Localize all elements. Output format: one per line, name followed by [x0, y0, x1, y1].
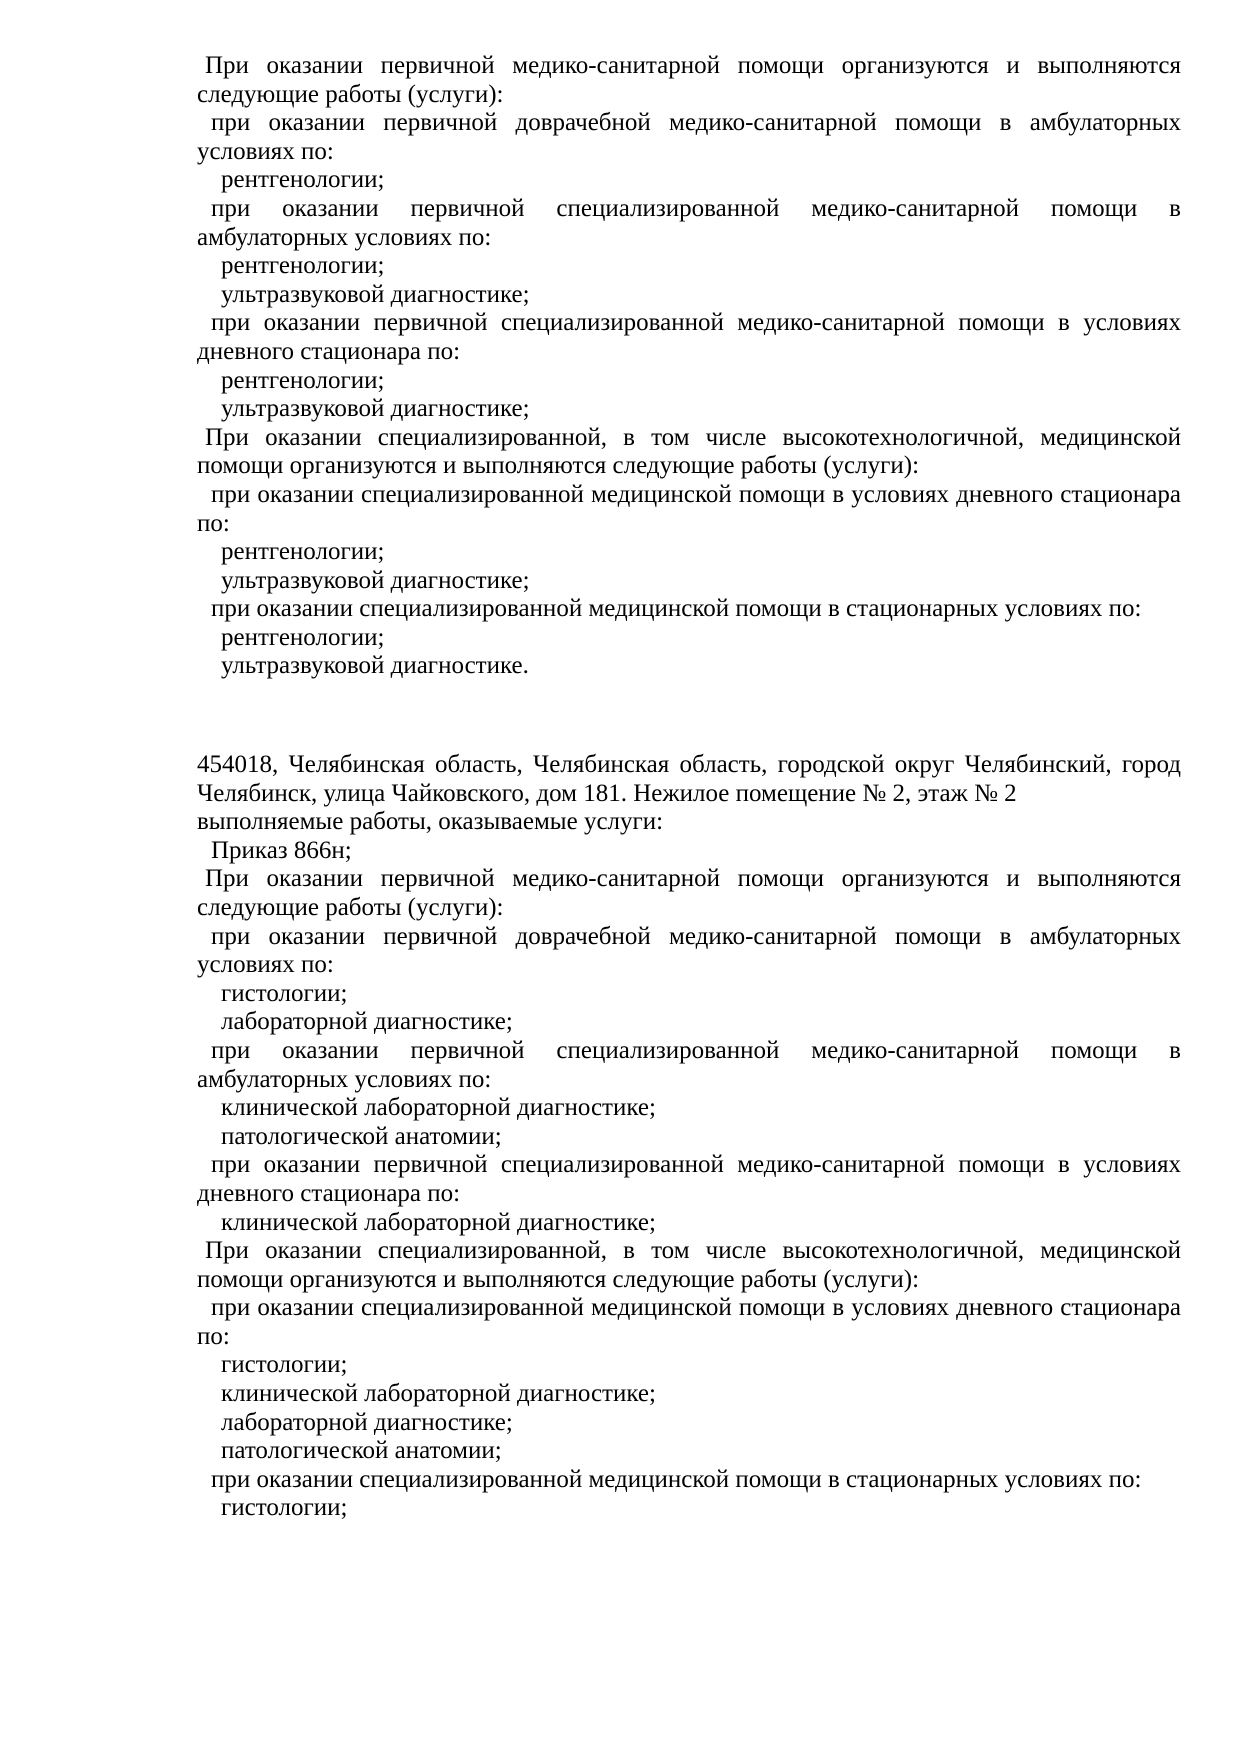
- document-paragraph: гистологии;: [221, 1494, 348, 1522]
- document-paragraph: клинической лабораторной диагностике;: [221, 1380, 656, 1408]
- document-paragraph: гистологии;: [221, 1351, 348, 1379]
- works-services-section-1: [197, 52, 1181, 681]
- document-paragraph: при оказании первичной специализированной медико-санитарной помощи в амбулаторных условиях по:: [197, 1036, 1181, 1093]
- document-paragraph: лабораторной диагностике;: [221, 1408, 513, 1436]
- document-paragraph: рентгенологии;: [221, 538, 385, 566]
- document-paragraph: рентгенологии;: [221, 623, 385, 651]
- address-works-services-section-2: [197, 751, 1181, 1523]
- document-paragraph: гистологии;: [221, 979, 348, 1007]
- document-paragraph: при оказании первичной доврачебной медико-санитарной помощи в амбулаторных условиях по:: [197, 922, 1181, 979]
- document-paragraph: ультразвуковой диагностике.: [221, 652, 529, 680]
- document-paragraph: клинической лабораторной диагностике;: [221, 1094, 656, 1122]
- document-paragraph: при оказании специализированной медицинской помощи в условиях дневного стационара по:: [197, 480, 1181, 537]
- document-paragraph: рентгенологии;: [221, 166, 385, 194]
- document-paragraph: ультразвуковой диагностике;: [221, 395, 530, 423]
- document-paragraph: при оказании первичной доврачебной медико-санитарной помощи в амбулаторных условиях по:: [197, 109, 1181, 165]
- document-paragraph: При оказании специализированной, в том числе высокотехнологичной, медицинской помощи организуются и выполняются следующие работы (услуги):: [197, 1237, 1181, 1293]
- document-paragraph: При оказании первичной медико-санитарной помощи организуются и выполняются следующие работы (услуги):: [197, 52, 1181, 108]
- document-paragraph: при оказании специализированной медицинской помощи в условиях дневного стационара по:: [197, 1294, 1181, 1350]
- document-paragraph: 454018, Челябинская область, Челябинская область, городской округ Челябинский, город Челябинск, улица Чайковского, дом 181. Нежилое помещение № 2, этаж № 2: [197, 751, 1181, 807]
- document-paragraph: при оказании первичной специализированной медико-санитарной помощи в условиях дневного стационара по:: [197, 309, 1181, 365]
- document-paragraph: ультразвуковой диагностике;: [221, 280, 530, 308]
- document-paragraph: При оказании первичной медико-санитарной помощи организуются и выполняются следующие работы (услуги):: [197, 865, 1181, 921]
- document-paragraph: рентгенологии;: [221, 366, 385, 394]
- document-paragraph: при оказании первичной специализированной медико-санитарной помощи в условиях дневного стационара по:: [197, 1151, 1181, 1207]
- document-paragraph: лабораторной диагностике;: [221, 1008, 513, 1036]
- document-paragraph: При оказании специализированной, в том числе высокотехнологичной, медицинской помощи организуются и выполняются следующие работы (услуги):: [197, 423, 1181, 480]
- document-paragraph: патологической анатомии;: [221, 1437, 502, 1465]
- document-paragraph: Приказ 866н;: [211, 836, 352, 864]
- document-paragraph: клинической лабораторной диагностике;: [221, 1208, 656, 1236]
- document-paragraph: при оказании первичной специализированной медико-санитарной помощи в амбулаторных условиях по:: [197, 194, 1181, 251]
- document-paragraph: выполняемые работы, оказываемые услуги:: [197, 808, 664, 836]
- document-paragraph: патологической анатомии;: [221, 1122, 502, 1150]
- document-paragraph: при оказании специализированной медицинской помощи в стационарных условиях по:: [211, 1465, 1142, 1493]
- document-paragraph: при оказании специализированной медицинской помощи в стационарных условиях по:: [211, 595, 1142, 623]
- document-paragraph: ультразвуковой диагностике;: [221, 566, 530, 594]
- document-paragraph: рентгенологии;: [221, 252, 385, 280]
